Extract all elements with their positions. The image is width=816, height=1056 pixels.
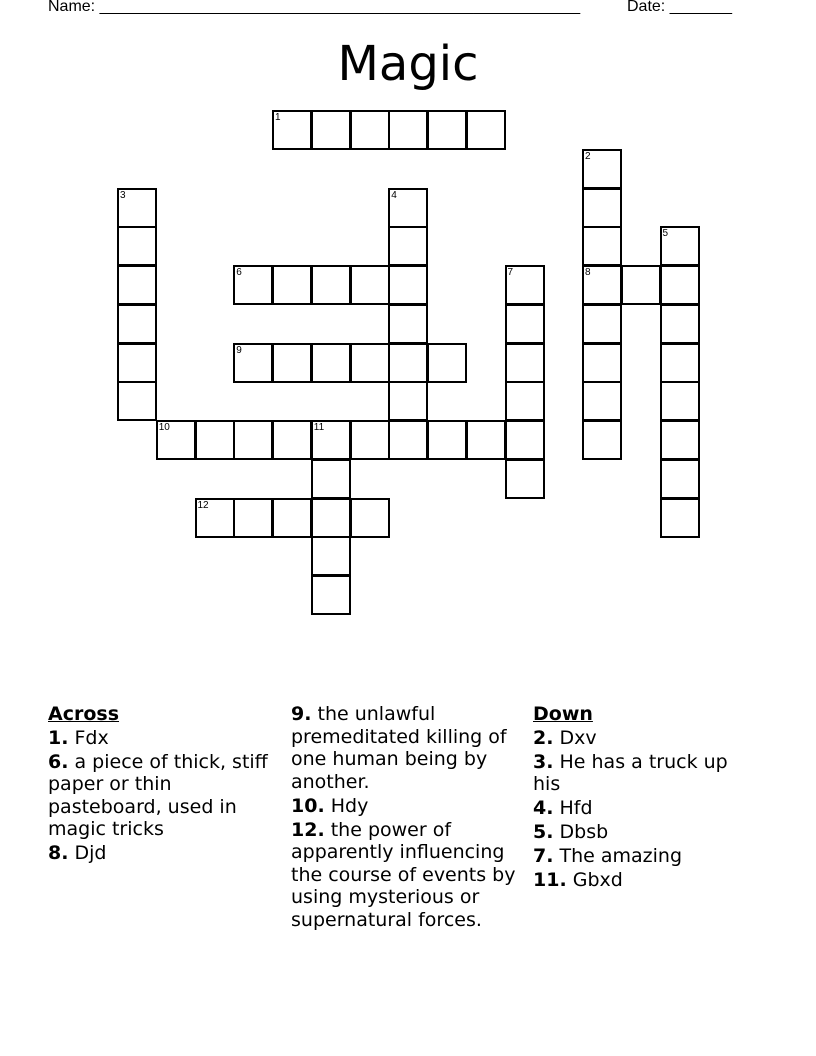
grid-cell[interactable] [660, 381, 700, 421]
grid-cell[interactable] [311, 343, 351, 383]
grid-cell[interactable] [117, 226, 157, 266]
cell-number: 3 [120, 189, 126, 201]
grid-cell[interactable] [388, 381, 428, 421]
grid-cell[interactable] [117, 188, 157, 228]
grid-cell[interactable] [117, 304, 157, 344]
grid-cell[interactable] [195, 420, 235, 460]
cell-number: 11 [313, 422, 325, 433]
grid-cell[interactable] [505, 304, 545, 344]
grid-cell[interactable] [272, 343, 312, 383]
grid-cell[interactable] [505, 420, 545, 460]
clues-column-2 [291, 703, 527, 933]
grid-cell[interactable] [505, 381, 545, 421]
cell-number: 8 [585, 267, 591, 278]
clue-down-3: 3. He has a truck up his [533, 750, 728, 795]
grid-cell[interactable] [660, 498, 700, 538]
grid-cell[interactable] [350, 420, 390, 460]
grid-cell[interactable] [505, 343, 545, 383]
grid-cell[interactable] [117, 381, 157, 421]
across-heading: Across [48, 703, 120, 725]
grid-cell[interactable] [660, 304, 700, 344]
clues-column-1 [48, 703, 283, 866]
cell-number: 7 [507, 267, 514, 278]
grid-cell[interactable] [388, 188, 428, 228]
grid-cell[interactable] [311, 265, 351, 305]
cell-number: 1 [275, 112, 281, 123]
cell-number: 5 [662, 228, 669, 240]
grid-cell[interactable] [582, 381, 622, 421]
grid-cell[interactable] [272, 265, 312, 305]
grid-cell[interactable] [388, 304, 428, 344]
date-line: _______ [669, 0, 732, 15]
cell-number: 4 [391, 189, 397, 201]
grid-cell[interactable] [117, 265, 157, 305]
grid-cell[interactable] [427, 110, 467, 150]
page-title: Magic [337, 36, 479, 92]
cell-number: 6 [236, 267, 242, 278]
grid-cell[interactable] [233, 343, 273, 383]
name-line: ______________________________________________________ [99, 0, 581, 15]
grid-cell[interactable] [156, 420, 196, 460]
grid-cell[interactable] [582, 226, 622, 266]
grid-cell[interactable] [388, 265, 428, 305]
grid-cell[interactable] [582, 188, 622, 228]
grid-cell[interactable] [582, 149, 622, 189]
grid-cell[interactable] [660, 459, 700, 499]
clue-across-10: 10. Hdy [291, 794, 369, 817]
clue-across-1: 1. Fdx [48, 726, 109, 749]
grid-cell[interactable] [350, 498, 390, 538]
grid-cell[interactable] [466, 420, 506, 460]
grid-cell[interactable] [272, 420, 312, 460]
grid-cell[interactable] [117, 343, 157, 383]
cell-number: 9 [236, 344, 242, 356]
grid-cell[interactable] [582, 265, 622, 305]
clue-down-5: 5. Dbsb [533, 821, 609, 843]
grid-cell[interactable] [505, 459, 545, 499]
clue-down-2: 2. Dxv [533, 726, 597, 749]
cell-number: 12 [197, 499, 209, 511]
down-heading: Down [533, 703, 593, 725]
grid-cell[interactable] [660, 420, 700, 460]
grid-cell[interactable] [427, 420, 467, 460]
grid-cell[interactable] [388, 226, 428, 266]
clue-down-7: 7. The amazing [533, 845, 683, 867]
grid-cell[interactable] [311, 536, 351, 576]
grid-cell[interactable] [388, 110, 428, 150]
grid-cell[interactable] [195, 498, 235, 538]
grid-cell[interactable] [505, 265, 545, 305]
clues-column-3 [533, 703, 733, 893]
clue-across-6: 6. a piece of thick, stiff paper or thin pasteboard, used in magic tricks [48, 750, 268, 840]
grid-cell[interactable] [350, 110, 390, 150]
clue-across-9: 9. the unlawful premeditated killing of one human being by another. [291, 703, 507, 793]
name-label: Name: [48, 0, 96, 15]
grid-cell[interactable] [311, 420, 351, 460]
clue-across-12: 12. the power of apparently influencing the course of events by using mysterious or supernatural forces. [291, 818, 516, 931]
grid-cell[interactable] [660, 343, 700, 383]
grid-cell[interactable] [350, 265, 390, 305]
grid-cell[interactable] [311, 459, 351, 499]
grid-cell[interactable] [660, 226, 700, 266]
grid-cell[interactable] [311, 575, 351, 615]
cell-number: 10 [158, 422, 170, 433]
grid-cell[interactable] [233, 498, 273, 538]
grid-cell[interactable] [427, 343, 467, 383]
grid-cell[interactable] [233, 420, 273, 460]
clue-down-4: 4. Hfd [533, 797, 593, 819]
grid-cell[interactable] [621, 265, 661, 305]
grid-cell[interactable] [272, 110, 312, 150]
date-label: Date: [627, 0, 666, 15]
grid-cell[interactable] [311, 110, 351, 150]
grid-cell[interactable] [582, 304, 622, 344]
grid-cell[interactable] [388, 420, 428, 460]
grid-cell[interactable] [466, 110, 506, 150]
clue-across-8: 8. Djd [48, 842, 107, 864]
clue-down-11: 11. Gbxd [533, 869, 623, 891]
grid-cell[interactable] [350, 343, 390, 383]
grid-cell[interactable] [233, 265, 273, 305]
grid-cell[interactable] [388, 343, 428, 383]
grid-cell[interactable] [660, 265, 700, 305]
grid-cell[interactable] [311, 498, 351, 538]
cell-number: 2 [585, 150, 591, 162]
grid-cell[interactable] [582, 420, 622, 460]
grid-cell[interactable] [272, 498, 312, 538]
grid-cell[interactable] [582, 343, 622, 383]
